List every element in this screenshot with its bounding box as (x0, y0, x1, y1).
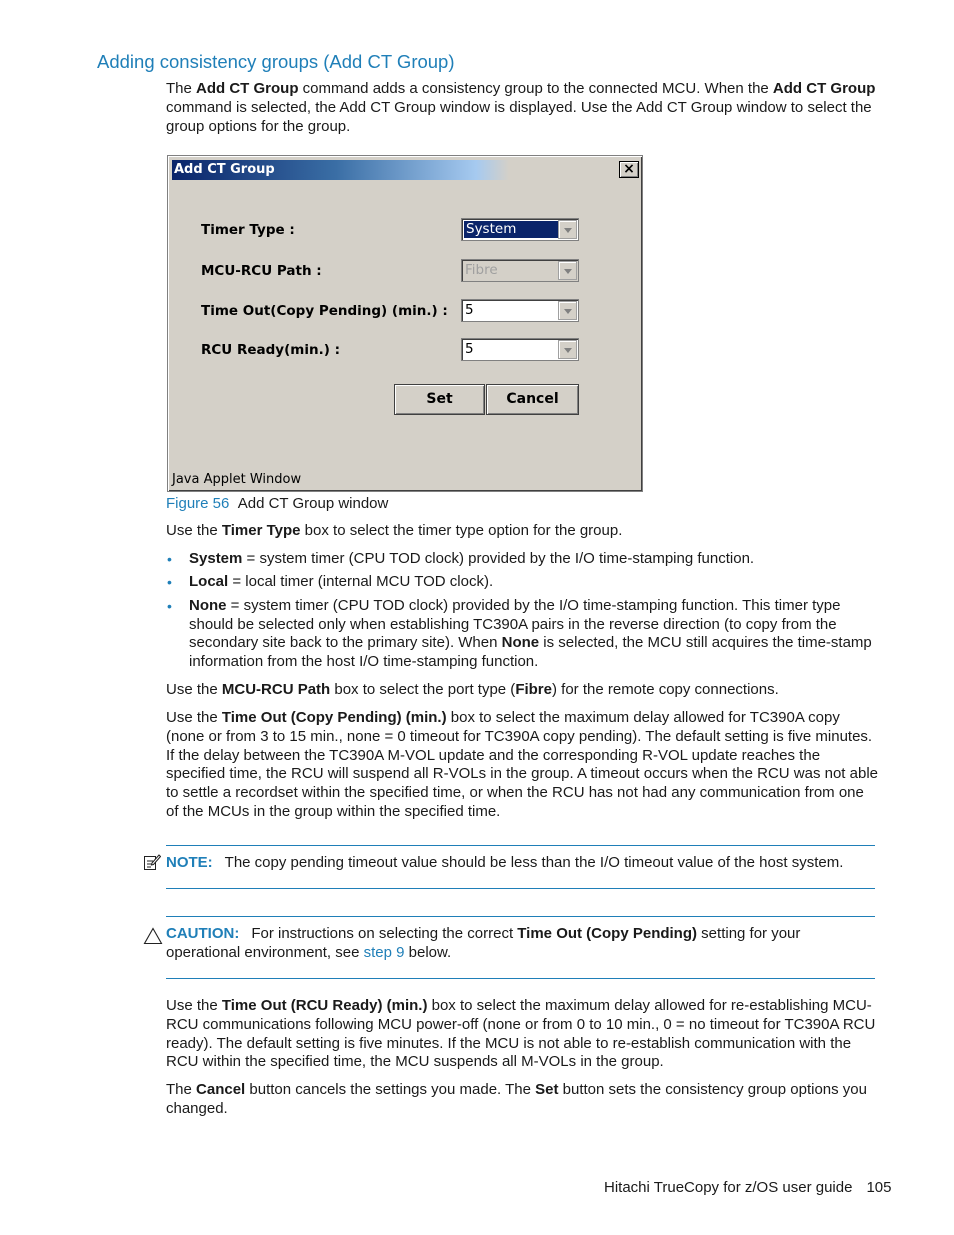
page-number: 105 (866, 1179, 892, 1196)
timer-type-paragraph (166, 522, 878, 541)
timer-type-value: System (464, 221, 558, 238)
note-text: The copy pending timeout value should be less than the I/O timeout value of the host system. (224, 854, 844, 871)
close-button[interactable]: × (619, 161, 639, 178)
text: box to select the timer type option for the group. (300, 522, 623, 539)
text: button sets the consistency group options you changed. (166, 1081, 867, 1117)
bullet-icon: • (167, 597, 172, 614)
figure-title: Add CT Group window (237, 495, 389, 512)
note-label: NOTE: (166, 854, 213, 871)
bold-term: Cancel (196, 1081, 246, 1098)
text: below. (404, 943, 452, 961)
text: ) for the remote copy connections. (552, 681, 779, 698)
timer-type-label: Timer Type : (201, 222, 295, 238)
caution-label: CAUTION: (166, 925, 240, 942)
text: For instructions on selecting the correct (251, 925, 518, 942)
mcu-rcu-path-select[interactable] (461, 259, 579, 282)
text: box to select the maximum delay allowed for re-establishing MCU-RCU communications following MCU power-off (none or from 0 to 10 min., 0 = no timeout for TC390A RCU ready). The default setting is five minutes. If the MCU is not able to re-establish communication with the RCU within the specified time, the MCU suspends all M-VOLs in the group. (166, 997, 876, 1071)
text: command is selected, the Add CT Group window is displayed. Use the Add CT Group window to select the group options for the group. (166, 98, 872, 135)
add-ct-group-window (167, 155, 643, 492)
window-titlebar (172, 160, 640, 180)
footer-title: Hitachi TrueCopy for z/OS user guide (604, 1179, 853, 1196)
window-title: Add CT Group (174, 162, 275, 177)
cancel-set-paragraph (166, 1081, 878, 1119)
rcu-ready-paragraph (166, 997, 878, 1072)
chevron-down-icon[interactable] (558, 340, 577, 359)
timeout-copy-pending-select[interactable] (461, 299, 579, 322)
bold-term: Set (535, 1081, 559, 1098)
text: = local timer (internal MCU TOD clock). (228, 573, 494, 591)
text: box to select the port type ( (330, 681, 516, 698)
mcu-rcu-path-value: Fibre (465, 262, 498, 278)
text: The (166, 80, 197, 97)
figure-number: Figure 56 (166, 495, 230, 512)
list-item (166, 597, 878, 672)
rcu-ready-select[interactable] (461, 338, 579, 361)
rcu-ready-value: 5 (465, 341, 474, 357)
text: Use the (166, 522, 222, 539)
text: The (166, 1081, 197, 1098)
list-item (166, 573, 878, 592)
bullet-icon: • (167, 574, 172, 591)
text: command adds a consistency group to the connected MCU. When the (298, 80, 773, 97)
text: = system timer (CPU TOD clock) provided by the I/O time-stamping function. (242, 550, 755, 567)
bold-term: Fibre (515, 681, 552, 698)
page-footer (604, 1178, 891, 1197)
caution-block (166, 925, 878, 963)
bold-term: Add CT Group (196, 80, 299, 97)
text: Use the (166, 681, 222, 698)
text: = system timer (CPU TOD clock) provided by the I/O time-stamping function. This timer type should be selected only when establishing TC390A pairs in the reverse direction (to copy from the secondary site back to the primary site). When (189, 596, 841, 652)
text: Use the (166, 709, 222, 726)
text: is selected, the MCU still acquires the time-stamp information from the host I/O time-stamping function. (189, 634, 872, 671)
mcu-rcu-path-label: MCU-RCU Path : (201, 263, 322, 279)
note-bottom-rule (166, 888, 875, 889)
cancel-button[interactable]: Cancel (486, 384, 579, 415)
bold-term: Time Out (Copy Pending) (517, 925, 698, 942)
list-item (166, 550, 878, 569)
bold-term: Add CT Group (772, 80, 876, 97)
figure-caption (166, 494, 388, 513)
note-block (166, 854, 878, 873)
section-heading: Adding consistency groups (Add CT Group) (97, 51, 455, 72)
bullet-icon: • (167, 551, 172, 567)
set-button[interactable]: Set (394, 384, 485, 415)
timeout-copy-pending-label: Time Out(Copy Pending) (min.) : (201, 303, 448, 319)
bold-term: None (189, 596, 227, 614)
mcu-rcu-path-paragraph (166, 681, 878, 700)
text: button cancels the settings you made. The (245, 1081, 536, 1098)
bold-term: Local (189, 573, 229, 591)
bold-term: Time Out (Copy Pending) (min.) (221, 709, 447, 726)
chevron-down-icon[interactable] (558, 301, 577, 320)
chevron-down-icon[interactable] (558, 261, 577, 280)
bold-term: MCU-RCU Path (221, 681, 331, 698)
step-9-link[interactable]: step 9 (363, 943, 405, 961)
intro-paragraph (166, 80, 878, 136)
text: box to select the maximum delay allowed for TC390A copy (none or from 3 to 15 min., none = 0 timeout for TC390A copy pending). The default setting is five minutes. If the delay between the TC390A M-VOL update and the corresponding R-VOL update reaches the specified time, the RCU will suspend all R-VOLs in the group. A timeout occurs when the RCU was not able to settle a recordset within the specified time, or when the RCU has not had any communication from one of the MCUs in the group within the specified time. (166, 709, 879, 820)
applet-window-label: Java Applet Window (172, 472, 302, 487)
caution-top-rule (166, 916, 875, 917)
note-top-rule (166, 845, 875, 846)
bold-term: Timer Type (221, 522, 301, 539)
text: setting for your operational environment, see (166, 925, 801, 961)
caution-bottom-rule (166, 978, 875, 979)
note-pencil-icon (143, 853, 161, 871)
chevron-down-icon[interactable] (558, 220, 577, 239)
timeout-copy-pending-value: 5 (465, 302, 474, 318)
bold-term: None (501, 634, 540, 652)
timer-type-select[interactable] (461, 218, 579, 241)
timeout-paragraph (166, 709, 878, 822)
bold-term: System (189, 550, 243, 567)
text: Use the (166, 997, 222, 1014)
timer-type-list (166, 550, 878, 677)
bold-term: Time Out (RCU Ready) (min.) (221, 997, 428, 1014)
caution-triangle-icon (143, 927, 163, 945)
rcu-ready-label: RCU Ready(min.) : (201, 342, 340, 358)
